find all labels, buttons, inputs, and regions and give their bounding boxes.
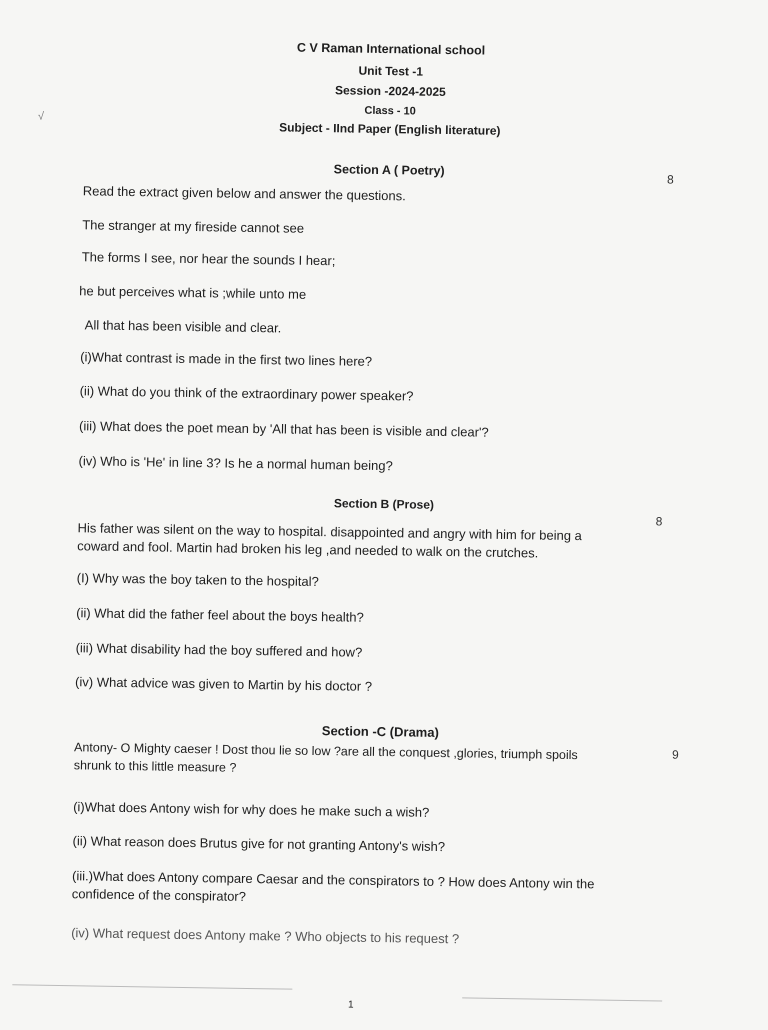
stray-mark: √ xyxy=(37,110,45,123)
question-c1: (i)What does Antony wish for why does he make such a wish? xyxy=(73,799,430,820)
school-name: C V Raman International school xyxy=(296,40,486,58)
question-c2: (ii) What reason does Brutus give for not granting Antony's wish? xyxy=(72,833,446,855)
session: Session -2024-2025 xyxy=(334,83,446,99)
footer-rule xyxy=(462,997,662,1001)
section-b-title: Section B (Prose) xyxy=(333,496,435,512)
question-a4: (iv) Who is 'He' in line 3? Is he a normal human being? xyxy=(78,453,393,474)
footer-rule xyxy=(12,984,292,989)
question-b4: (iv) What advice was given to Martin by his doctor ? xyxy=(74,674,373,694)
question-b1: (I) Why was the boy taken to the hospital? xyxy=(76,570,319,590)
passage-line: coward and fool. Martin had broken his leg ,and needed to walk on the crutches. xyxy=(77,538,539,561)
extract-line: he but perceives what is ;while unto me xyxy=(79,283,307,302)
passage-line: Antony- O Mighty caeser ! Dost thou lie so low ?are all the conquest ,glories, triumph spoils xyxy=(73,740,578,763)
section-c-title: Section -C (Drama) xyxy=(321,723,439,740)
question-b2: (ii) What did the father feel about the boys health? xyxy=(76,605,364,625)
section-a-title: Section A ( Poetry) xyxy=(333,162,445,178)
question-c3-cont: confidence of the conspirator? xyxy=(71,886,247,904)
extract-line: The forms I see, nor hear the sounds I hear; xyxy=(81,249,336,269)
question-c3: (iii.)What does Antony compare Caesar and the conspirators to ? How does Antony win the xyxy=(71,868,595,892)
question-a2: (ii) What do you think of the extraordinary power speaker? xyxy=(79,383,414,404)
extract-line: All that has been visible and clear. xyxy=(84,317,282,336)
section-a-instruction: Read the extract given below and answer the questions. xyxy=(82,183,406,204)
passage-line: His father was silent on the way to hospital. disappointed and angry with him for being a xyxy=(77,520,582,544)
question-c4: (iv) What request does Antony make ? Who objects to his request ? xyxy=(71,925,460,947)
passage-line: shrunk to this little measure ? xyxy=(73,758,237,775)
extract-line: The stranger at my fireside cannot see xyxy=(82,217,305,236)
question-a3: (iii) What does the poet mean by 'All that has been is visible and clear'? xyxy=(79,418,489,440)
subject: Subject - IInd Paper (English literature) xyxy=(279,120,501,138)
page-number: 1 xyxy=(347,999,354,1011)
test-title: Unit Test -1 xyxy=(358,63,424,79)
class: Class - 10 xyxy=(364,104,416,118)
section-a-marks: 8 xyxy=(666,172,674,187)
section-b-marks: 8 xyxy=(655,514,663,529)
question-b3: (iii) What disability had the boy suffered and how? xyxy=(75,640,363,660)
section-c-marks: 9 xyxy=(671,747,679,762)
question-a1: (i)What contrast is made in the first two lines here? xyxy=(80,349,373,369)
